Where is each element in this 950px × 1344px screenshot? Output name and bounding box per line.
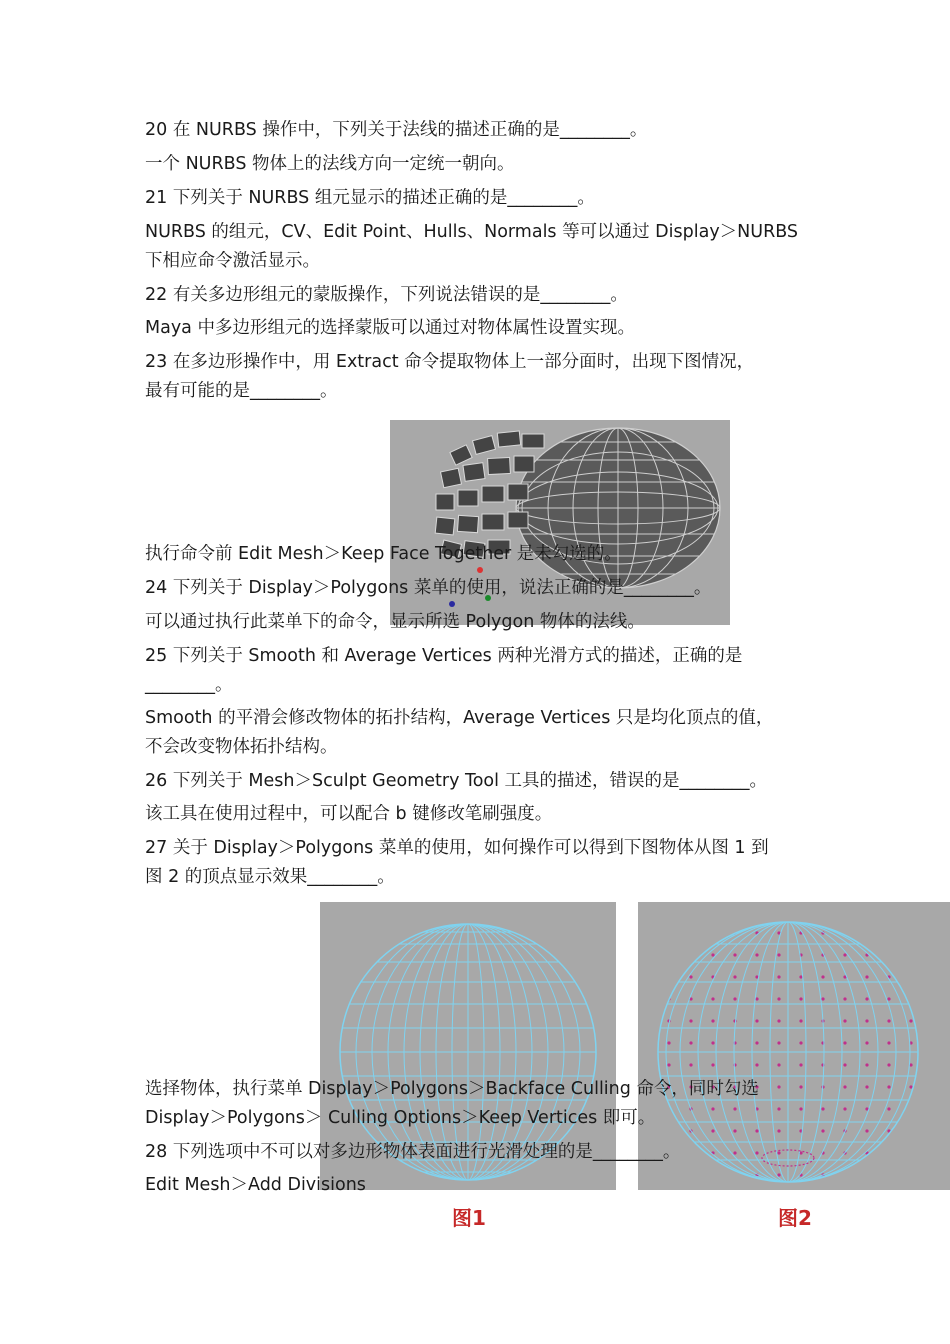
answer-20: 一个 NURBS 物体上的法线方向一定统一朝向。 xyxy=(145,154,515,174)
question-20: 20 在 NURBS 操作中，下列关于法线的描述正确的是________。 xyxy=(145,120,648,140)
answer-21-line-1: NURBS 的组元，CV、Edit Point、Hulls、Normals 等可以通过 Display＞NURBS xyxy=(145,222,799,242)
question-23-line-2: 最有可能的是________。 xyxy=(145,381,338,401)
question-22: 22 有关多边形组元的蒙版操作，下列说法错误的是________。 xyxy=(145,285,628,305)
figure-2-sphere-vertices xyxy=(638,902,950,1190)
answer-25-line-1: Smooth 的平滑会修改物体的拓扑结构，Average Vertices 只是均化顶点的值， xyxy=(145,708,774,728)
answer-27-line-1: 选择物体，执行菜单 Display＞Polygons＞Backface Culling 命令，同时勾选 xyxy=(145,1079,759,1099)
answer-23: 执行命令前 Edit Mesh＞Keep Face Together 是未勾选的。 xyxy=(145,544,622,564)
question-25-line-1: 25 下列关于 Smooth 和 Average Vertices 两种光滑方式的描述，正确的是 xyxy=(145,646,743,666)
question-25-line-2: ________。 xyxy=(145,675,233,695)
answer-24: 可以通过执行此菜单下的命令，显示所选 Polygon 物体的法线。 xyxy=(145,612,645,632)
answer-28: Edit Mesh＞Add Divisions xyxy=(145,1175,366,1195)
answer-26: 该工具在使用过程中，可以配合 b 键修改笔刷强度。 xyxy=(145,804,553,824)
answer-27-line-2: Display＞Polygons＞ Culling Options＞Keep Vertices 即可。 xyxy=(145,1108,656,1128)
question-27-line-2: 图 2 的顶点显示效果________。 xyxy=(145,867,395,887)
question-27-line-1: 27 关于 Display＞Polygons 菜单的使用，如何操作可以得到下图物体从图 1 到 xyxy=(145,838,769,858)
question-26: 26 下列关于 Mesh＞Sculpt Geometry Tool 工具的描述，错误的是________。 xyxy=(145,771,768,791)
question-28: 28 下列选项中不可以对多边形物体表面进行光滑处理的是________。 xyxy=(145,1142,681,1162)
answer-21-line-2: 下相应命令激活显示。 xyxy=(145,251,320,271)
question-21: 21 下列关于 NURBS 组元显示的描述正确的是________。 xyxy=(145,188,595,208)
figure-2-caption: 图2 xyxy=(778,1206,812,1230)
question-23-line-1: 23 在多边形操作中，用 Extract 命令提取物体上一部分面时，出现下图情况， xyxy=(145,352,755,372)
question-24: 24 下列关于 Display＞Polygons 菜单的使用，说法正确的是________。 xyxy=(145,578,712,598)
answer-22: Maya 中多边形组元的选择蒙版可以通过对物体属性设置实现。 xyxy=(145,318,635,338)
figure-1-caption: 图1 xyxy=(452,1206,486,1230)
answer-25-line-2: 不会改变物体拓扑结构。 xyxy=(145,737,338,757)
